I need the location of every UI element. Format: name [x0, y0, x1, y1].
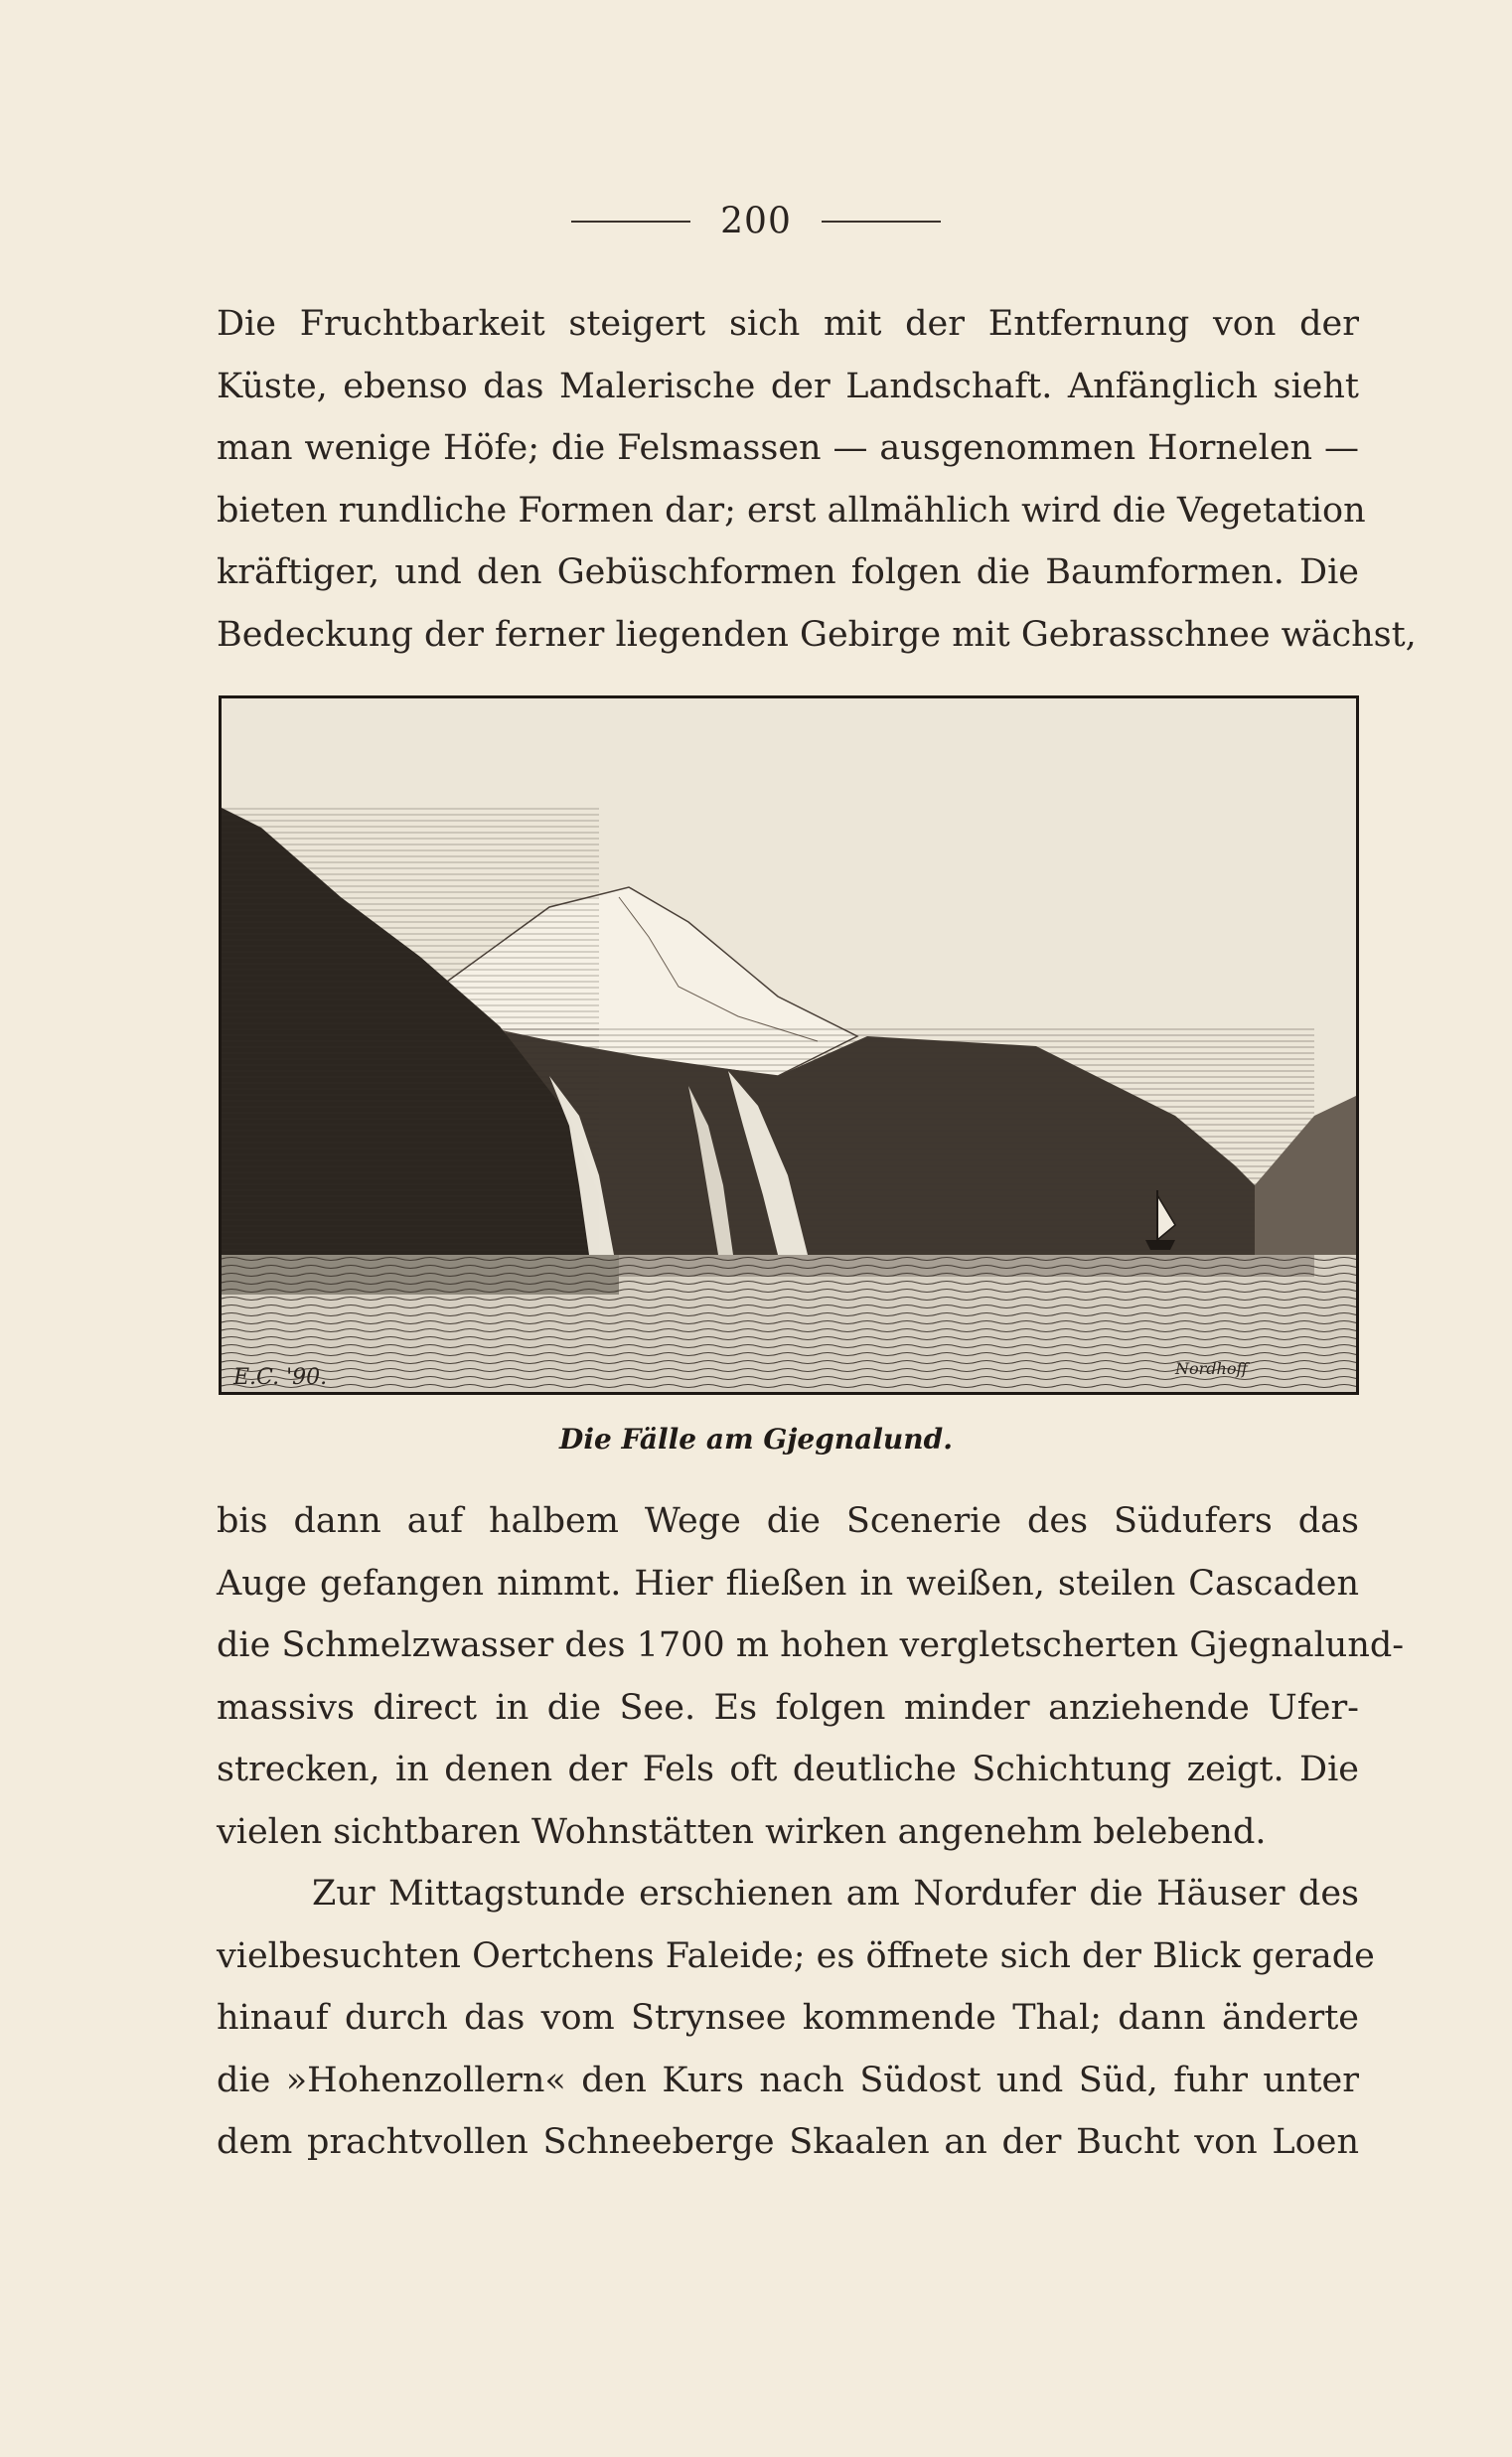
- text-line: bieten rundliche Formen dar; erst allmählich wird die Vegetation: [217, 490, 1366, 531]
- paragraph-bottom: [217, 1490, 1405, 2174]
- text-line: strecken, in denen der Fels oft deutliche Schichtung zeigt. Die: [217, 1750, 1359, 1789]
- text-line: Zur Mittagstunde erschienen am Nordufer die Häuser des: [312, 1874, 1359, 1914]
- signature-right: Nordhoff: [1175, 1359, 1248, 1378]
- text-line: bis dann auf halbem Wege die Scenerie des Südufers das: [217, 1501, 1359, 1541]
- page-header: [0, 199, 1512, 242]
- text-line: hinauf durch das vom Strynsee kommende Thal; dann änderte: [217, 1998, 1359, 2038]
- paragraph-top: [217, 293, 1417, 666]
- text-line: Bedeckung der ferner liegenden Gebirge mit Gebrasschnee wächst,: [217, 614, 1417, 655]
- text-line: vielen sichtbaren Wohnstätten wirken angenehm belebend.: [217, 1811, 1267, 1852]
- text-line: Auge gefangen nimmt. Hier fließen in weißen, steilen Cascaden: [217, 1563, 1359, 1604]
- text-line: dem prachtvollen Schneeberge Skaalen an der Bucht von Loen: [217, 2122, 1359, 2162]
- page-number: 200: [720, 201, 792, 242]
- left-ornament-icon: [571, 221, 690, 223]
- text-line: die »Hohenzollern« den Kurs nach Südost und Süd, fuhr unter: [217, 2060, 1359, 2100]
- text-line: massivs direct in die See. Es folgen minder anziehende Ufer-: [217, 1687, 1359, 1728]
- text-line: man wenige Höfe; die Felsmassen — ausgenommen Hornelen —: [217, 428, 1359, 468]
- text-line: vielbesuchten Oertchens Faleide; es öffnete sich der Blick gerade: [217, 1935, 1375, 1976]
- right-ornament-icon: [822, 221, 941, 223]
- figure-caption: Die Fälle am Gjegnalund.: [559, 1423, 953, 1456]
- signature-left: E.C. '90.: [233, 1365, 328, 1390]
- text-line: die Schmelzwasser des 1700 m hohen vergletscherten Gjegnalund-: [217, 1625, 1405, 1665]
- text-line: kräftiger, und den Gebüschformen folgen die Baumformen. Die: [217, 552, 1359, 592]
- text-line: Küste, ebenso das Malerische der Landschaft. Anfänglich sieht: [217, 366, 1359, 406]
- text-line: Die Fruchtbarkeit steigert sich mit der Entfernung von der: [217, 304, 1359, 344]
- illustration-fjord: [219, 695, 1359, 1395]
- fjord-engraving: [222, 698, 1356, 1392]
